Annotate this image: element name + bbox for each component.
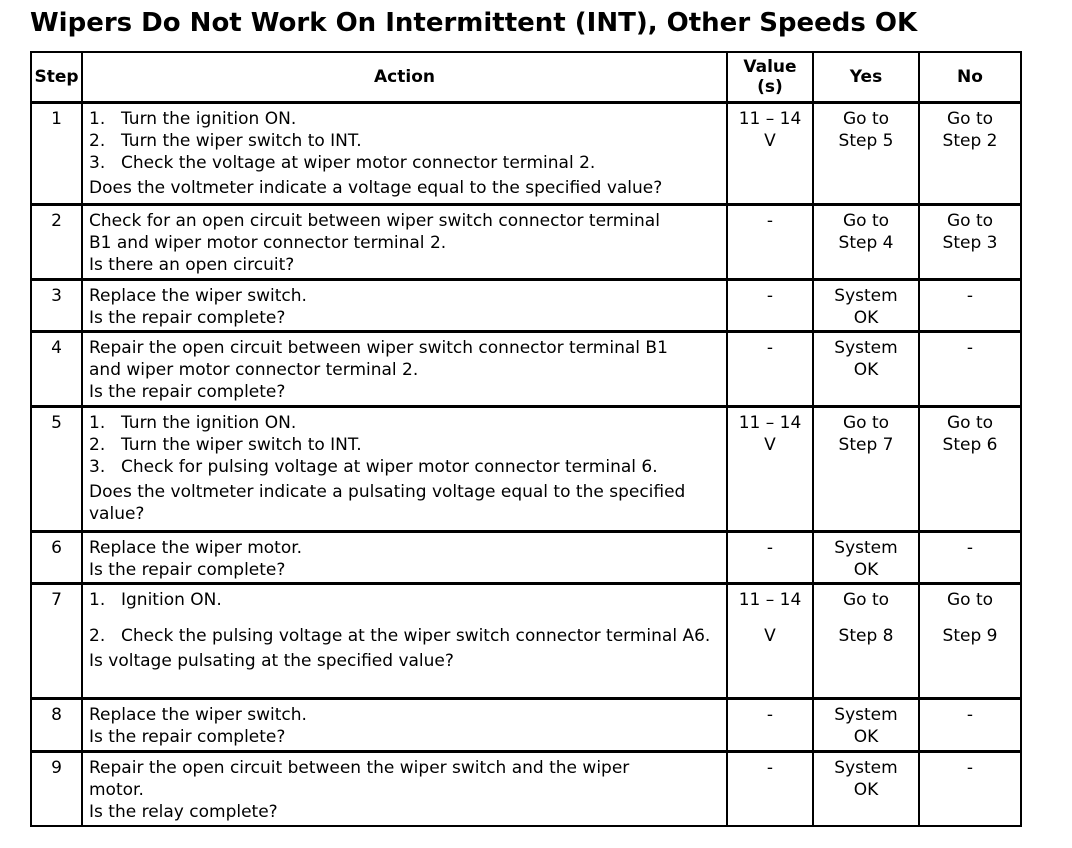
value-line2: V (764, 131, 776, 151)
action-line: Is the repair complete? (89, 727, 286, 747)
step-cell: 8 (32, 700, 83, 753)
no-cell (920, 104, 1020, 206)
list-number: 1. (89, 413, 106, 433)
table-row (32, 408, 1020, 533)
table-row (32, 753, 1020, 825)
yes-line1: System (834, 538, 898, 558)
yes-line1: Go to (842, 590, 890, 610)
no-line1: - (966, 338, 974, 358)
action-line: Replace the wiper motor. (89, 538, 303, 558)
header-yes: Yes (814, 53, 920, 104)
action-cell (83, 408, 728, 533)
yes-line1: System (834, 758, 898, 778)
value-line1: - (766, 286, 774, 306)
header-value (728, 53, 814, 104)
list-text: Turn the wiper switch to INT. (121, 435, 362, 455)
table-row (32, 104, 1020, 206)
action-line: Repair the open circuit between wiper switch connector terminal B1 (89, 338, 668, 358)
header-action: Action (83, 53, 728, 104)
value-line2: V (764, 626, 776, 646)
value-line1: - (766, 705, 774, 725)
no-cell (920, 753, 1020, 825)
value-line1: 11 – 14 (738, 590, 802, 610)
action-line: Repair the open circuit between the wiper switch and the wiper (89, 758, 630, 778)
header-value-line2: (s) (757, 77, 783, 97)
value-cell (728, 753, 814, 825)
diagnostic-table (30, 51, 1022, 827)
step-cell: 6 (32, 533, 83, 585)
action-cell (83, 753, 728, 825)
yes-cell (814, 408, 920, 533)
yes-cell (814, 585, 920, 700)
step-cell: 1 (32, 104, 83, 206)
action-line: Is the repair complete? (89, 560, 286, 580)
action-line: Is the repair complete? (89, 308, 286, 328)
yes-line1: Go to (842, 413, 890, 433)
no-cell (920, 281, 1020, 333)
yes-line1: Go to (842, 109, 890, 129)
action-cell (83, 333, 728, 408)
no-line1: Go to (946, 211, 994, 231)
no-cell (920, 700, 1020, 753)
action-line: and wiper motor connector terminal 2. (89, 360, 419, 380)
step-cell: 4 (32, 333, 83, 408)
list-text: Turn the wiper switch to INT. (121, 131, 362, 151)
value-cell (728, 206, 814, 281)
question-text: Is voltage pulsating at the specified value? (89, 651, 454, 671)
value-cell (728, 104, 814, 206)
value-cell (728, 585, 814, 700)
list-number: 2. (89, 435, 106, 455)
table-row (32, 333, 1020, 408)
no-line1: - (966, 758, 974, 778)
list-number: 1. (89, 590, 106, 610)
table-row (32, 700, 1020, 753)
yes-line2: Step 7 (838, 435, 894, 455)
action-cell (83, 700, 728, 753)
list-number: 3. (89, 457, 106, 477)
yes-line2: OK (853, 780, 879, 800)
no-cell (920, 408, 1020, 533)
action-line: Is the relay complete? (89, 802, 278, 822)
yes-cell (814, 700, 920, 753)
action-line: Is there an open circuit? (89, 255, 295, 275)
no-line2: Step 9 (942, 626, 998, 646)
header-value-line1: Value (743, 57, 797, 77)
no-cell (920, 533, 1020, 585)
yes-cell (814, 333, 920, 408)
yes-line2: Step 4 (838, 233, 894, 253)
action-line: motor. (89, 780, 144, 800)
yes-line2: OK (853, 308, 879, 328)
step-cell: 3 (32, 281, 83, 333)
no-line1: Go to (946, 590, 994, 610)
value-line1: - (766, 338, 774, 358)
yes-line1: Go to (842, 211, 890, 231)
yes-cell (814, 206, 920, 281)
page-title: Wipers Do Not Work On Intermittent (INT), Other Speeds OK (30, 8, 918, 38)
list-number: 3. (89, 153, 106, 173)
yes-line2: Step 8 (838, 626, 894, 646)
step-cell: 9 (32, 753, 83, 825)
no-line1: - (966, 705, 974, 725)
yes-line2: OK (853, 727, 879, 747)
value-cell (728, 333, 814, 408)
value-line1: - (766, 211, 774, 231)
no-line1: Go to (946, 413, 994, 433)
list-number: 2. (89, 626, 106, 646)
action-line: Is the repair complete? (89, 382, 286, 402)
list-text: Check the voltage at wiper motor connector terminal 2. (121, 153, 596, 173)
yes-line2: Step 5 (838, 131, 894, 151)
no-line2: Step 6 (942, 435, 998, 455)
value-cell (728, 281, 814, 333)
yes-cell (814, 104, 920, 206)
step-cell: 5 (32, 408, 83, 533)
table-row (32, 281, 1020, 333)
list-number: 1. (89, 109, 106, 129)
question-text: Does the voltmeter indicate a pulsating voltage equal to the specified value? (89, 482, 686, 524)
yes-line2: OK (853, 360, 879, 380)
no-line1: - (966, 538, 974, 558)
action-line: Replace the wiper switch. (89, 286, 307, 306)
table-row (32, 585, 1020, 700)
action-line: B1 and wiper motor connector terminal 2. (89, 233, 447, 253)
yes-line1: System (834, 286, 898, 306)
yes-line2: OK (853, 560, 879, 580)
no-cell (920, 585, 1020, 700)
no-line2: Step 3 (942, 233, 998, 253)
header-no: No (920, 53, 1020, 104)
header-step: Step (32, 53, 83, 104)
table-row (32, 206, 1020, 281)
list-number: 2. (89, 131, 106, 151)
list-text: Turn the ignition ON. (121, 109, 297, 129)
no-line1: Go to (946, 109, 994, 129)
no-cell (920, 333, 1020, 408)
list-text: Check the pulsing voltage at the wiper switch connector terminal A6. (121, 626, 711, 646)
action-cell (83, 281, 728, 333)
action-cell (83, 104, 728, 206)
list-text: Ignition ON. (121, 590, 222, 610)
no-line1: - (966, 286, 974, 306)
step-cell: 7 (32, 585, 83, 700)
value-line1: 11 – 14 (738, 109, 802, 129)
header-row (32, 53, 1020, 104)
value-cell (728, 700, 814, 753)
yes-line1: System (834, 338, 898, 358)
value-line1: 11 – 14 (738, 413, 802, 433)
step-cell: 2 (32, 206, 83, 281)
value-cell (728, 533, 814, 585)
no-cell (920, 206, 1020, 281)
action-cell (83, 585, 728, 700)
yes-cell (814, 753, 920, 825)
action-cell (83, 533, 728, 585)
value-line1: - (766, 758, 774, 778)
table-row (32, 533, 1020, 585)
action-cell (83, 206, 728, 281)
action-line: Check for an open circuit between wiper switch connector terminal (89, 211, 660, 231)
value-line2: V (764, 435, 776, 455)
yes-cell (814, 533, 920, 585)
action-line: Replace the wiper switch. (89, 705, 307, 725)
yes-cell (814, 281, 920, 333)
list-text: Turn the ignition ON. (121, 413, 297, 433)
list-text: Check for pulsing voltage at wiper motor connector terminal 6. (121, 457, 658, 477)
yes-line1: System (834, 705, 898, 725)
value-cell (728, 408, 814, 533)
question-text: Does the voltmeter indicate a voltage equal to the specified value? (89, 178, 663, 198)
value-line1: - (766, 538, 774, 558)
no-line2: Step 2 (942, 131, 998, 151)
